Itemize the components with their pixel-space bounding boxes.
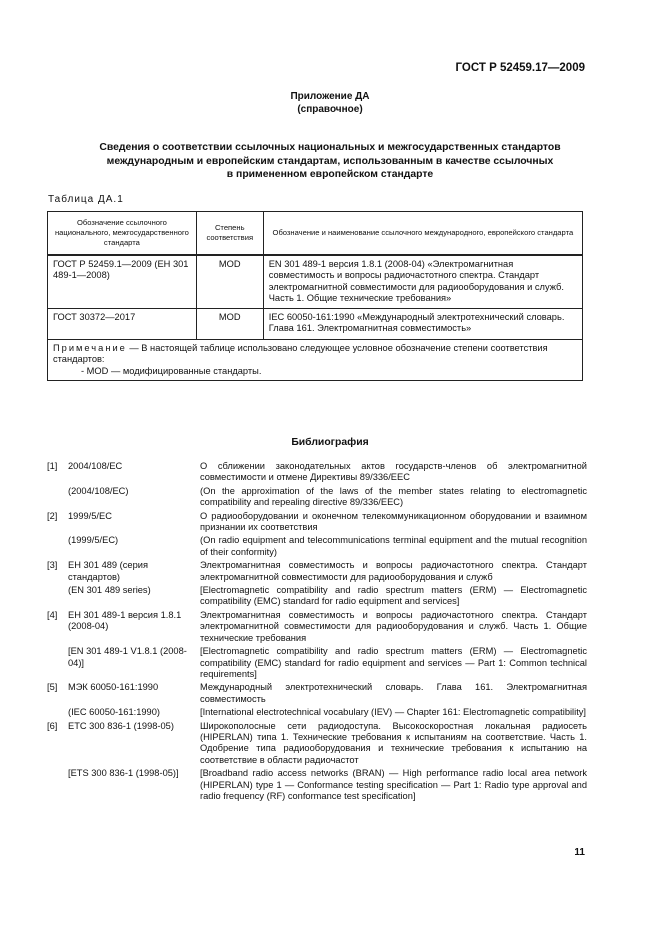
entry-reference: (EN 301 489 series) xyxy=(68,585,151,596)
bibliography-entry xyxy=(47,646,587,680)
note-text: — В настоящей таблице использовано следующее условное обозначение степени соответствия стандартов: xyxy=(53,343,548,365)
entry-number: [4] xyxy=(47,609,58,620)
correspondence-table xyxy=(47,211,583,381)
entry-description: [Electromagnetic compatibility and radio spectrum matters (ERM) — Electromagnetic compatibility (EMC) standard for radio equipment and services] xyxy=(200,585,587,607)
appendix-title: Приложение ДА xyxy=(290,91,370,102)
table-header-row xyxy=(48,212,583,256)
entry-reference: ЕН 301 489 (серия стандартов) xyxy=(68,560,148,582)
entry-number: [5] xyxy=(47,682,58,693)
entry-reference: 2004/108/EC xyxy=(68,461,123,471)
heading-line: в примененном европейском стандарте xyxy=(226,169,434,180)
international-standard-cell: IEC 60050-161:1990 «Международный электротехнический словарь. Глава 161. Электромагнитная совместимость» xyxy=(263,309,582,340)
entry-description: [Broadband radio access networks (BRAN) — High performance radio local area network (HIPERLAN) type 1 — Conformance testing specification — Part 1: Radio type approval and radio frequency (RF) conformance test specification] xyxy=(200,768,587,801)
bibliography-entry xyxy=(47,560,587,583)
national-standard-cell: ГОСТ Р 52459.1—2009 (ЕН 301 489-1—2008) xyxy=(48,255,197,309)
entry-description: (On radio equipment and telecommunications terminal equipment and the mutual recognition of their conformity) xyxy=(200,535,587,557)
entry-reference: МЭК 60050-161:1990 xyxy=(68,682,159,693)
bibliography-entry xyxy=(47,535,587,558)
column-header: Обозначение ссылочного национального, межгосударственного стандарта xyxy=(48,212,197,256)
entry-number: [1] xyxy=(47,461,58,471)
entry-reference: [ETS 300 836-1 (1998-05)] xyxy=(68,768,179,779)
entry-description: Электромагнитная совместимость и вопросы радиочастотного спектра. Стандарт электромагнитной совместимости для радиооборудования и служб. Часть 1. Общие технические требования xyxy=(200,609,587,643)
bibliography-entry xyxy=(47,511,587,534)
note-line xyxy=(53,343,577,366)
entry-description: [Electromagnetic compatibility and radio spectrum matters (ERM) — Electromagnetic compatibility (EMC) standard for radio equipment and services — Part 1: Common technical requirements] xyxy=(200,646,587,679)
national-standard-cell: ГОСТ 30372—2017 xyxy=(48,309,197,340)
entry-description: (On the approximation of the laws of the member states relating to electromagnetic compatibility and repealing directive 89/336/EEC) xyxy=(200,485,587,508)
table-note xyxy=(48,340,583,381)
entry-reference: 1999/5/EC xyxy=(68,510,112,521)
entry-reference: ЕН 301 489-1 версия 1.8.1 (2008-04) xyxy=(68,609,182,632)
table-caption: Таблица ДА.1 xyxy=(48,194,124,205)
bibliography-list xyxy=(47,461,587,804)
entry-number: [2] xyxy=(47,510,58,521)
bibliography-entry xyxy=(47,721,587,767)
table-note-row xyxy=(48,340,583,381)
appendix-header xyxy=(40,90,620,116)
document-code: ГОСТ Р 52459.17—2009 xyxy=(455,62,585,74)
appendix-subtitle: (справочное) xyxy=(297,104,363,115)
section-heading xyxy=(40,141,620,182)
entry-reference: ЕТС 300 836-1 (1998-05) xyxy=(68,720,174,731)
entry-description: Электромагнитная совместимость и вопросы радиочастотного спектра. Стандарт электромагнитной совместимости для радиооборудования и служб xyxy=(200,560,587,582)
note-item: - MOD — модифицированные стандарты. xyxy=(81,365,262,376)
column-header: Обозначение и наименование ссылочного международного, европейского стандарта xyxy=(263,212,582,256)
entry-number: [3] xyxy=(47,560,58,571)
bibliography-entry xyxy=(47,682,587,705)
entry-description: О радиооборудовании и оконечном телекоммуникационном оборудовании и взаимном признании их соответствия xyxy=(200,510,587,533)
entry-description: Широкополосные сети радиодоступа. Высокоскоростная локальная радиосеть (HIPERLAN) типа 1. Технические требования к испытаниям на соответствие. Часть 1. Одобрение типа радиооборудования и технические требования к испытанию на соответствие в области радиочастот xyxy=(200,720,587,765)
bibliography-entry xyxy=(47,707,587,718)
bibliography-title: Библиография xyxy=(291,437,369,448)
entry-description: О сближении законодательных актов государств-членов об электромагнитной совместимости и отмене Директивы 89/336/EEC xyxy=(200,461,587,483)
heading-line: международным и европейским стандартам, использованным в качестве ссылочных xyxy=(106,155,554,167)
bibliography-entry xyxy=(47,486,587,509)
entry-reference: (2004/108/EC) xyxy=(68,485,129,496)
heading-line: Сведения о соответствии ссылочных национальных и межгосударственных стандартов xyxy=(99,142,561,153)
bibliography-entry xyxy=(47,610,587,644)
degree-cell: MOD xyxy=(196,255,263,309)
entry-description: Международный электротехнический словарь. Глава 161. Электромагнитная совместимость xyxy=(200,682,587,704)
entry-reference: (1999/5/EC) xyxy=(68,535,119,546)
note-label: Примечание xyxy=(53,343,127,353)
column-header: Степень соответствия xyxy=(196,212,263,256)
international-standard-cell: EN 301 489-1 версия 1.8.1 (2008-04) «Электромагнитная совместимость и вопросы радиочастотного спектра. Стандарт электромагнитной совместимости для радиооборудования и служб. Часть 1. Общие технические требования» xyxy=(263,255,582,309)
bibliography-entry xyxy=(47,461,587,484)
entry-reference: (IEC 60050-161:1990) xyxy=(68,707,160,718)
table-row xyxy=(48,309,583,340)
entry-number: [6] xyxy=(47,720,58,731)
bibliography-entry xyxy=(47,585,587,608)
entry-description: [International electrotechnical vocabulary (IEV) — Chapter 161: Electromagnetic compatibility] xyxy=(200,707,587,718)
bibliography-entry xyxy=(47,768,587,802)
degree-cell: MOD xyxy=(196,309,263,340)
table-row xyxy=(48,255,583,309)
entry-reference: [EN 301 489-1 V1.8.1 (2008-04)] xyxy=(68,646,187,668)
page-number: 11 xyxy=(574,847,585,858)
